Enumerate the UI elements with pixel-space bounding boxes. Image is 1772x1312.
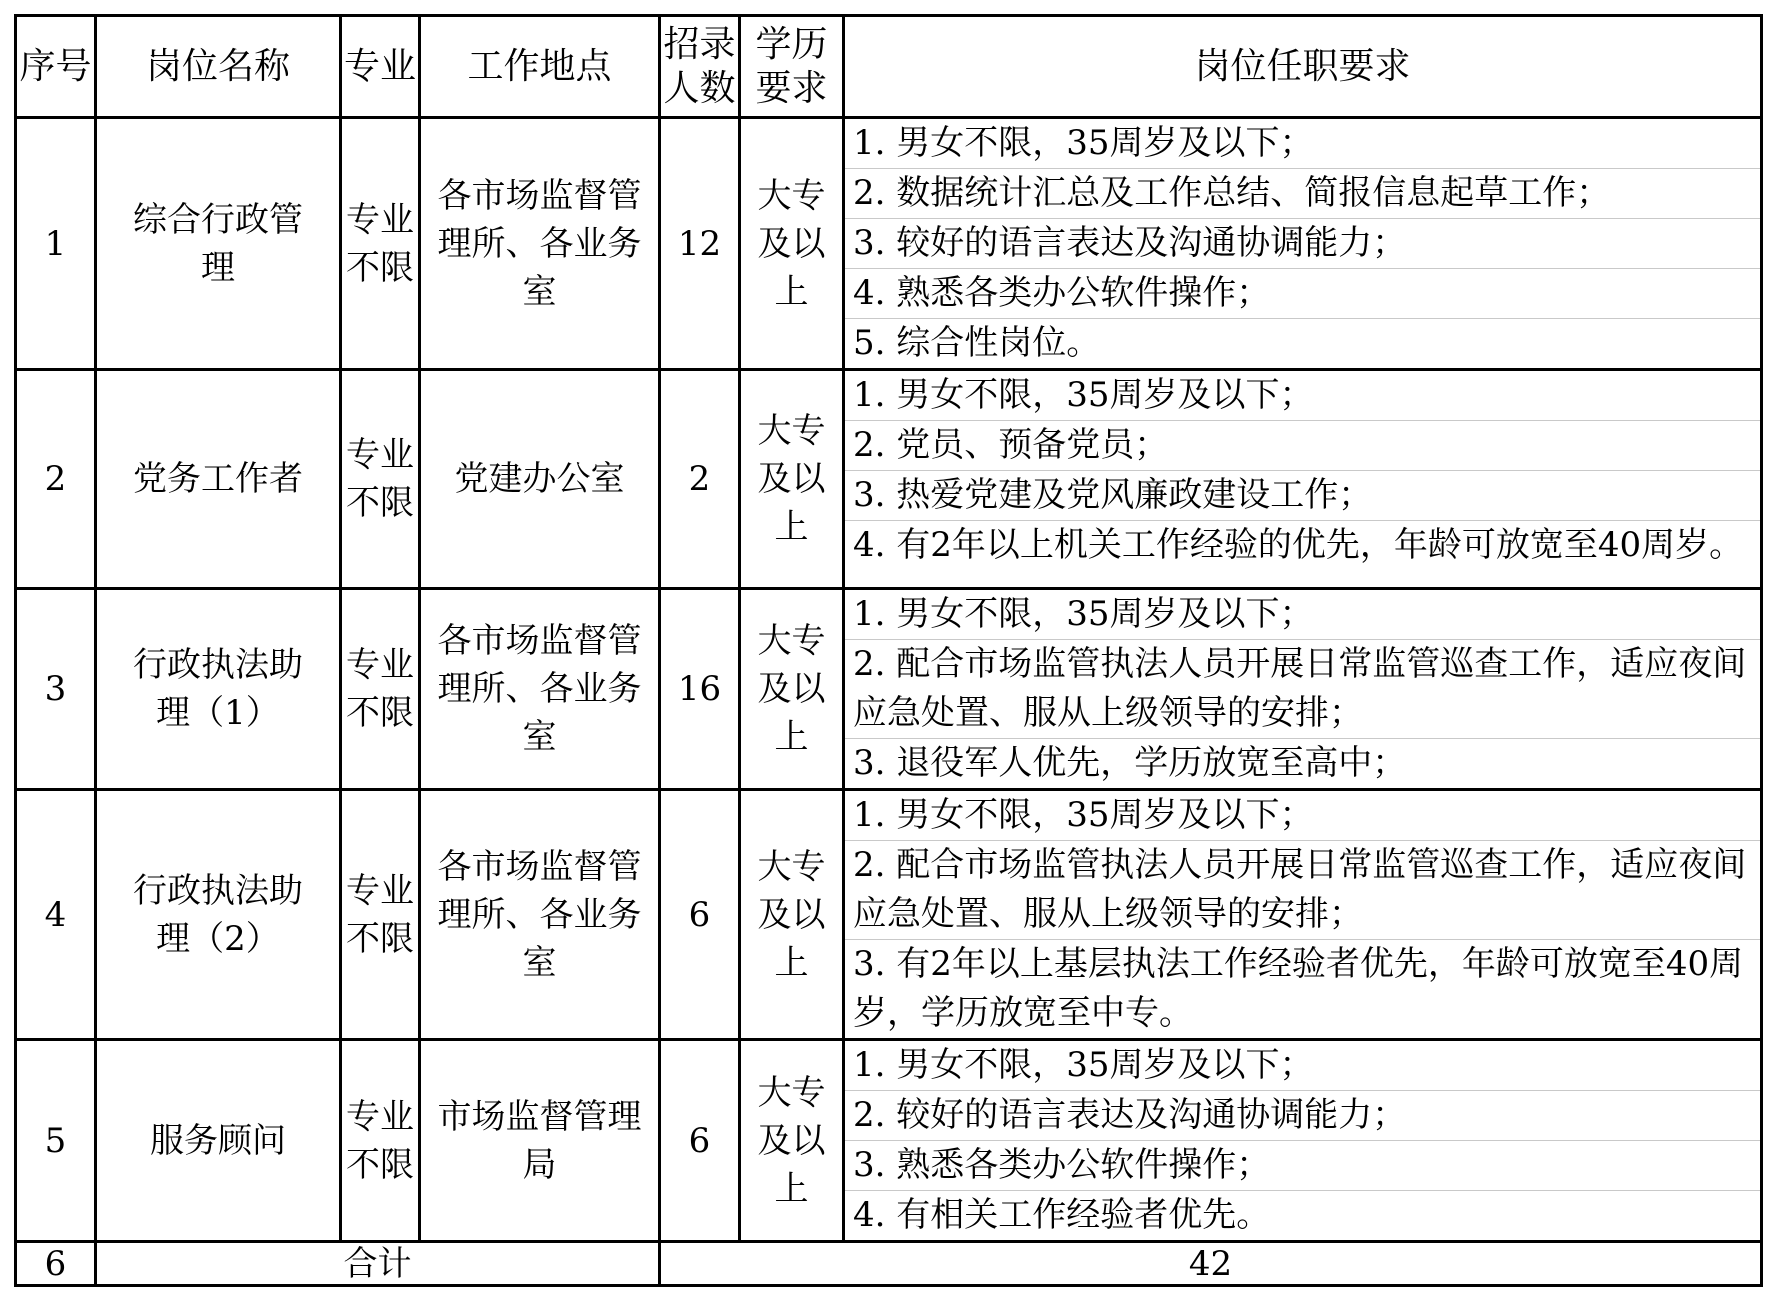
recruitment-table-sheet [14, 14, 1760, 1287]
header-count: 招录人数 [660, 16, 740, 118]
requirement-line: 1. 男女不限，35周岁及以下； [845, 1041, 1760, 1091]
header-education: 学历要求 [740, 16, 844, 118]
header-no: 序号 [16, 16, 96, 118]
row-requirements [844, 790, 1762, 1040]
requirements-list [845, 791, 1760, 1038]
requirement-line: 2. 数据统计汇总及工作总结、简报信息起草工作； [845, 169, 1760, 219]
row-location: 各市场监督管理所、各业务室 [420, 118, 660, 370]
requirements-list [845, 1041, 1760, 1240]
row-count: 2 [660, 370, 740, 589]
total-label: 合计 [96, 1242, 660, 1286]
requirement-line: 2. 党员、预备党员； [845, 421, 1760, 471]
row-no: 2 [16, 370, 96, 589]
row-requirements [844, 370, 1762, 589]
requirement-line: 1. 男女不限，35周岁及以下； [845, 791, 1760, 841]
row-education: 大专及以上 [740, 1040, 844, 1242]
table-row [16, 118, 1762, 370]
row-no: 3 [16, 589, 96, 790]
requirement-line: 5. 综合性岗位。 [853, 323, 1101, 363]
row-count: 12 [660, 118, 740, 370]
requirements-list [845, 371, 1760, 570]
requirement-line: 3. 较好的语言表达及沟通协调能力； [845, 219, 1760, 269]
header-row [16, 16, 1762, 118]
row-location: 各市场监督管理所、各业务室 [420, 589, 660, 790]
row-education: 大专及以上 [740, 589, 844, 790]
total-row [16, 1242, 1762, 1286]
requirement-line: 2. 较好的语言表达及沟通协调能力； [845, 1091, 1760, 1141]
requirement-line: 4. 熟悉各类办公软件操作； [845, 269, 1760, 319]
total-no: 6 [16, 1242, 96, 1286]
row-no: 1 [16, 118, 96, 370]
requirement-line: 3. 熟悉各类办公软件操作； [845, 1141, 1760, 1191]
header-position: 岗位名称 [96, 16, 341, 118]
requirement-line: 2. 配合市场监管执法人员开展日常监管巡查工作，适应夜间应急处置、服从上级领导的安排； [845, 640, 1760, 739]
row-major: 专业不限 [341, 589, 420, 790]
table-row [16, 790, 1762, 1040]
recruitment-table [14, 14, 1763, 1287]
row-position: 综合行政管理 [96, 118, 341, 370]
requirement-line: 3. 热爱党建及党风廉政建设工作； [845, 471, 1760, 521]
requirement-line: 2. 配合市场监管执法人员开展日常监管巡查工作，适应夜间应急处置、服从上级领导的安排； [845, 841, 1760, 940]
table-row [16, 589, 1762, 790]
requirements-list [845, 590, 1760, 788]
row-position: 党务工作者 [96, 370, 341, 589]
row-education: 大专及以上 [740, 370, 844, 589]
header-location: 工作地点 [420, 16, 660, 118]
row-no: 4 [16, 790, 96, 1040]
row-major: 专业不限 [341, 790, 420, 1040]
row-count: 6 [660, 790, 740, 1040]
requirement-line: 3. 退役军人优先，学历放宽至高中； [853, 743, 1407, 783]
row-count: 16 [660, 589, 740, 790]
requirement-line: 4. 有2年以上机关工作经验的优先，年龄可放宽至40周岁。 [853, 525, 1744, 565]
row-location: 各市场监督管理所、各业务室 [420, 790, 660, 1040]
row-major: 专业不限 [341, 370, 420, 589]
row-count: 6 [660, 1040, 740, 1242]
row-education: 大专及以上 [740, 790, 844, 1040]
row-requirements [844, 118, 1762, 370]
row-position: 行政执法助理（1） [96, 589, 341, 790]
requirements-list [845, 119, 1760, 368]
requirement-line: 4. 有相关工作经验者优先。 [853, 1195, 1271, 1235]
row-no: 5 [16, 1040, 96, 1242]
row-position: 服务顾问 [96, 1040, 341, 1242]
row-requirements [844, 1040, 1762, 1242]
row-location: 市场监督管理局 [420, 1040, 660, 1242]
requirement-line: 1. 男女不限，35周岁及以下； [845, 590, 1760, 640]
requirement-line: 1. 男女不限，35周岁及以下； [845, 371, 1760, 421]
row-location: 党建办公室 [420, 370, 660, 589]
table-row [16, 1040, 1762, 1242]
table-row [16, 370, 1762, 589]
row-major: 专业不限 [341, 118, 420, 370]
requirement-line: 1. 男女不限，35周岁及以下； [845, 119, 1760, 169]
row-position: 行政执法助理（2） [96, 790, 341, 1040]
header-major: 专业 [341, 16, 420, 118]
header-requirements: 岗位任职要求 [844, 16, 1762, 118]
total-count: 42 [660, 1242, 1762, 1286]
row-requirements [844, 589, 1762, 790]
requirement-line: 3. 有2年以上基层执法工作经验者优先，年龄可放宽至40周岁，学历放宽至中专。 [853, 944, 1744, 1033]
row-major: 专业不限 [341, 1040, 420, 1242]
row-education: 大专及以上 [740, 118, 844, 370]
